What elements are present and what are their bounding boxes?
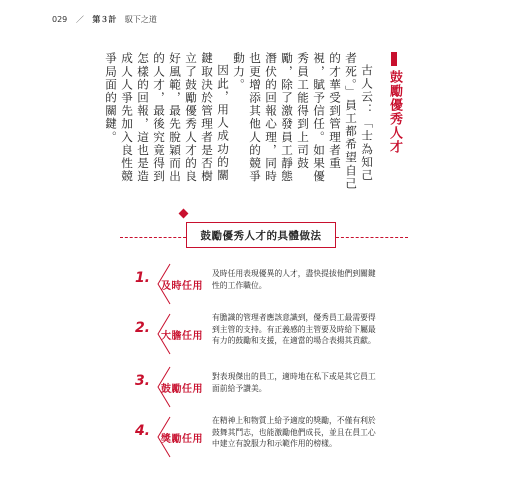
item-number: 2. (134, 320, 150, 336)
divider-line (336, 237, 408, 239)
methods-title: 鼓勵優秀人才的具體做法 (186, 222, 336, 248)
decorative-diamond (179, 209, 189, 219)
item-label: 獎勵任用 (161, 433, 203, 445)
desc-line: 面前給予讚美。 (212, 383, 267, 393)
desc-line: 在精神上和物質上給予適度的獎勵，不僅有利於 (212, 416, 376, 425)
paragraph: 因此，用人成功的關鍵取決於管理者是否樹立了鼓勵優秀人才的良好風範，最先脫穎而出的人才，最後究竟得到怎樣的回報，這也是造成人人爭先加入良性競爭局面的關鍵。 (104, 52, 230, 183)
paragraph: 古人云：「士為知己者死。」員工都希望自己的才華受到管理者重視，賦予信任。如果優秀員工能得到上司鼓勵，除了激發員工靜態潛伏的回報心理，同時也更增添其他人的競爭動力。 (232, 52, 374, 191)
desc-line: 有膽識的管理者應該意識到，優秀員工最需要得 (212, 313, 376, 322)
item-label: 及時任用 (161, 280, 203, 292)
item-label: 大膽任用 (161, 330, 203, 342)
body-text (103, 52, 375, 194)
section-title: 鼓勵優秀人才 (387, 70, 402, 154)
item-description (212, 371, 452, 394)
desc-line: 有力的鼓勵和支援，在適當的場合表揚其貢獻。 (212, 336, 376, 345)
method-item (120, 262, 450, 306)
heading-marker (391, 52, 397, 66)
method-item (120, 415, 450, 459)
desc-line: 到主管的支持。有正義感的主管要及時給下屬最 (212, 324, 376, 334)
chapter-title: 馭下之道 (124, 15, 157, 24)
method-item (120, 312, 450, 356)
desc-line: 性的工作職位。 (212, 280, 267, 290)
method-item (120, 365, 450, 409)
page-number: 029 (52, 15, 68, 24)
section-heading (385, 52, 403, 154)
divider-line (120, 237, 186, 239)
item-number: 1. (134, 270, 150, 286)
item-label: 鼓勵任用 (161, 383, 203, 395)
item-number: 4. (134, 423, 150, 439)
header-separator: ／ (75, 15, 84, 24)
chapter-number: 第３計 (92, 15, 117, 24)
desc-line: 中建立有說服力和示範作用的榜樣。 (212, 439, 337, 448)
desc-line: 鼓舞其鬥志，也能激勵他們成長，並且在員工心 (212, 427, 376, 437)
desc-line: 對表現傑出的員工，適時地在私下或是其它員工 (212, 372, 376, 381)
item-description (212, 415, 452, 450)
item-number: 3. (134, 373, 150, 389)
page-header (52, 14, 163, 25)
item-description (212, 268, 452, 291)
desc-line: 及時任用表現優異的人才，盡快提拔他們到關鍵 (212, 269, 376, 278)
item-description (212, 312, 452, 347)
